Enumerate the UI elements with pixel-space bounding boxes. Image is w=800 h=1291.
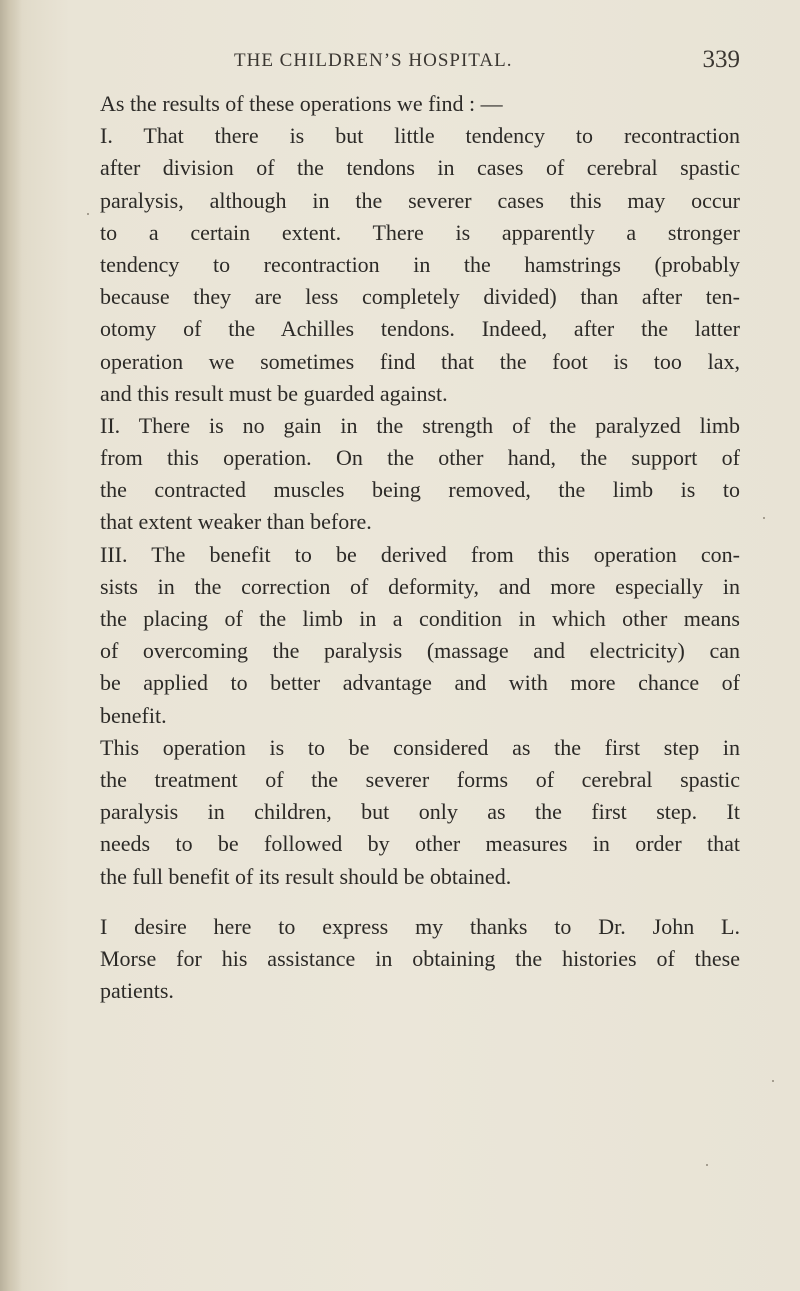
text-line: because they are less completely divided) than after ten- [100,284,740,310]
text-line: the full benefit of its result should be obtained. [100,863,512,889]
text-line: to a certain extent. There is apparently a stronger [100,219,740,245]
text-line: benefit. [100,702,167,728]
text-line: patients. [100,978,174,1004]
paper-speck [706,1164,708,1166]
text-line: Morse for his assistance in obtaining the histories of these [100,945,740,971]
text-line: from this operation. On the other hand, the support of [100,445,740,471]
text-line: paralysis in children, but only as the first step. It [100,799,740,825]
text-line: of overcoming the paralysis (massage and electricity) can [100,638,740,664]
text-line: As the results of these operations we find : — [100,91,503,116]
text-line: that extent weaker than before. [100,509,372,535]
text-line: This operation is to be considered as the first step in [100,734,740,760]
text-line: sists in the correction of deformity, and more especially in [100,573,740,599]
body-text [100,88,740,1007]
text-line: otomy of the Achilles tendons. Indeed, after the latter [100,316,740,342]
text-line: be applied to better advantage and with more chance of [100,670,740,696]
text-line: after division of the tendons in cases of cerebral spastic [100,155,740,181]
text-line: I. That there is but little tendency to recontraction [100,123,740,149]
paper-speck [772,1080,774,1082]
running-title: THE CHILDREN’S HOSPITAL. [234,50,513,71]
text-line: the placing of the limb in a condition in which other means [100,606,740,631]
text-line: operation we sometimes find that the foot is too lax, [100,348,740,374]
text-line: III. The benefit to be derived from this operation con- [100,541,740,567]
running-head [100,46,740,80]
text-line: the treatment of the severer forms of cerebral spastic [100,766,740,792]
text-line: II. There is no gain in the strength of the paralyzed limb [100,412,740,438]
text-line: I desire here to express my thanks to Dr. John L. [100,913,740,939]
gutter-shadow [0,0,22,1291]
text-line: needs to be followed by other measures in order that [100,831,740,857]
text-line: the contracted muscles being removed, the limb is to [100,477,740,503]
paper-speck [763,517,765,519]
page-number: 339 [702,46,740,73]
text-line: and this result must be guarded against. [100,380,448,406]
text-line: tendency to recontraction in the hamstrings (probably [100,251,740,277]
paragraph-gap [100,893,740,911]
paper-speck [87,213,89,215]
text-line: paralysis, although in the severer cases this may occur [100,187,740,213]
